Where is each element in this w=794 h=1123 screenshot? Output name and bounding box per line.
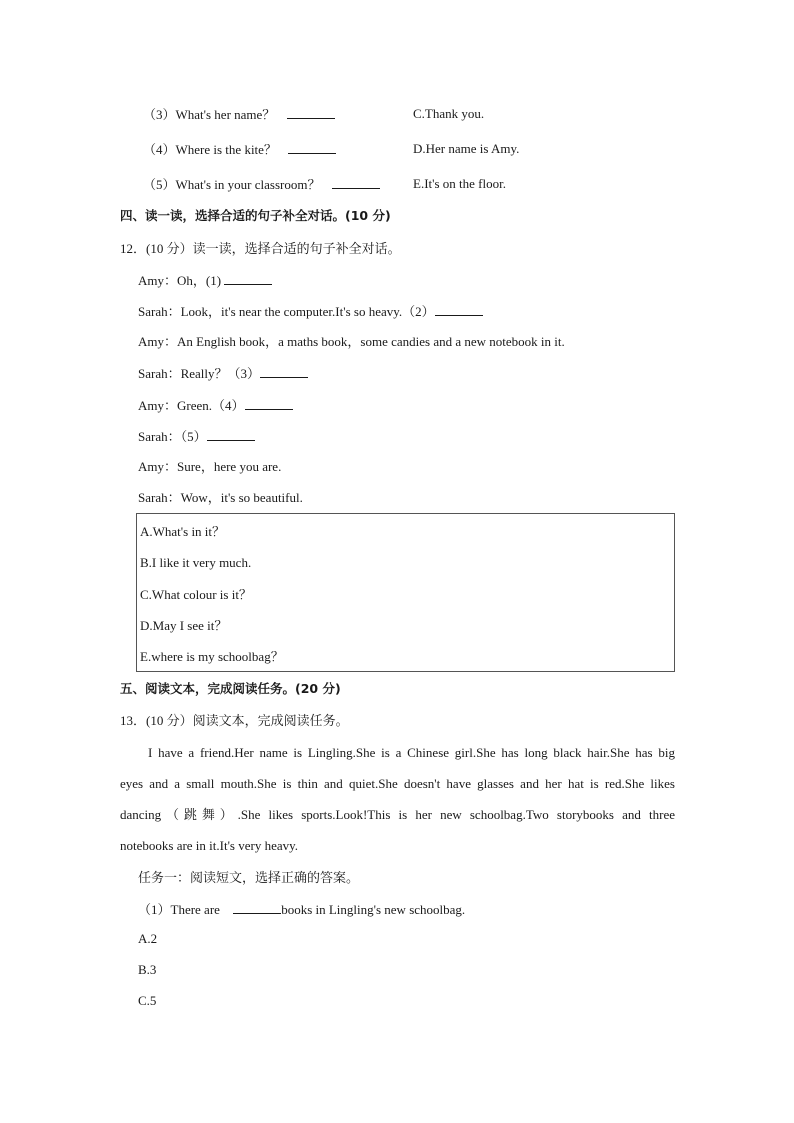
dialogue-line-2 bbox=[138, 302, 483, 321]
question-13-1 bbox=[138, 900, 465, 919]
matching-right-d: D.Her name is Amy. bbox=[413, 141, 520, 156]
choice-a[interactable]: A.2 bbox=[138, 931, 158, 946]
answer-blank-3[interactable] bbox=[260, 364, 308, 378]
dialogue-line-8 bbox=[138, 489, 303, 507]
dialogue-line-7 bbox=[138, 458, 281, 476]
dialogue-line-3 bbox=[138, 333, 565, 351]
dialogue-text: Amy：An English book，a maths book，some candies and a new notebook in it. bbox=[138, 334, 565, 349]
option-d: D.May I see it？ bbox=[140, 618, 228, 633]
dialogue-text: Amy：Sure，here you are. bbox=[138, 459, 282, 474]
answer-blank[interactable] bbox=[287, 105, 335, 119]
matching-question-text: （4）Where is the kite？ bbox=[143, 142, 277, 157]
matching-question-text: （5）What's in your classroom？ bbox=[143, 177, 321, 192]
answer-blank[interactable] bbox=[288, 140, 336, 154]
dialogue-text: Amy：Oh，(1) bbox=[138, 273, 225, 288]
matching-question-text: （3）What's her name？ bbox=[143, 107, 276, 122]
task-1-instruction: 任务一：阅读短文，选择正确的答案。 bbox=[138, 870, 360, 885]
passage-line: dancing（跳舞）.She likes sports.Look!This is her new schoolbag.Two storybooks and three bbox=[120, 807, 675, 822]
dialogue-line-4 bbox=[138, 364, 308, 383]
matching-left-4 bbox=[143, 140, 336, 159]
option-e: E.where is my schoolbag？ bbox=[140, 649, 284, 664]
choice-b[interactable]: B.3 bbox=[138, 962, 157, 977]
question-13-prompt: 13．(10 分）阅读文本，完成阅读任务。 bbox=[120, 713, 349, 728]
dialogue-text: Sarah：Look，it's near the computer.It's so heavy.（2） bbox=[138, 304, 435, 319]
option-c: C.What colour is it？ bbox=[140, 587, 252, 602]
answer-blank[interactable] bbox=[233, 900, 281, 914]
options-box bbox=[136, 513, 675, 672]
passage-line: notebooks are in it.It's very heavy. bbox=[120, 838, 299, 853]
matching-left-3 bbox=[143, 105, 335, 124]
answer-blank[interactable] bbox=[332, 175, 380, 189]
question-12-prompt: 12．(10 分）读一读，选择合适的句子补全对话。 bbox=[120, 241, 401, 256]
matching-left-5 bbox=[143, 175, 380, 194]
matching-right-c: C.Thank you. bbox=[413, 106, 485, 121]
dialogue-text: Amy：Green.（4） bbox=[138, 398, 245, 413]
dialogue-line-5 bbox=[138, 396, 293, 415]
dialogue-text: Sarah：Really？（3） bbox=[138, 366, 261, 381]
answer-blank-1[interactable] bbox=[224, 271, 272, 285]
question-text: （1）There are bbox=[138, 902, 220, 917]
answer-blank-5[interactable] bbox=[207, 427, 255, 441]
reading-passage bbox=[120, 737, 675, 861]
section4-heading: 四、读一读，选择合适的句子补全对话。(10 分) bbox=[120, 208, 391, 223]
passage-line: I have a friend.Her name is Lingling.She is a Chinese girl.She has long black hair.She has big bbox=[148, 745, 675, 760]
answer-blank-4[interactable] bbox=[245, 396, 293, 410]
dialogue-line-1 bbox=[138, 271, 272, 290]
dialogue-text: Sarah：（5） bbox=[138, 429, 207, 444]
passage-line: eyes and a small mouth.She is thin and quiet.She doesn't have glasses and her hat is red.She likes bbox=[120, 776, 675, 791]
choice-c[interactable]: C.5 bbox=[138, 993, 157, 1008]
section5-heading: 五、阅读文本，完成阅读任务。(20 分) bbox=[120, 681, 341, 696]
option-b: B.I like it very much. bbox=[140, 555, 252, 570]
dialogue-text: Sarah：Wow，it's so beautiful. bbox=[138, 490, 303, 505]
matching-right-e: E.It's on the floor. bbox=[413, 176, 506, 191]
dialogue-line-6 bbox=[138, 427, 255, 446]
answer-blank-2[interactable] bbox=[435, 302, 483, 316]
question-text: books in Lingling's new schoolbag. bbox=[281, 902, 466, 917]
option-a: A.What's in it？ bbox=[140, 524, 226, 539]
